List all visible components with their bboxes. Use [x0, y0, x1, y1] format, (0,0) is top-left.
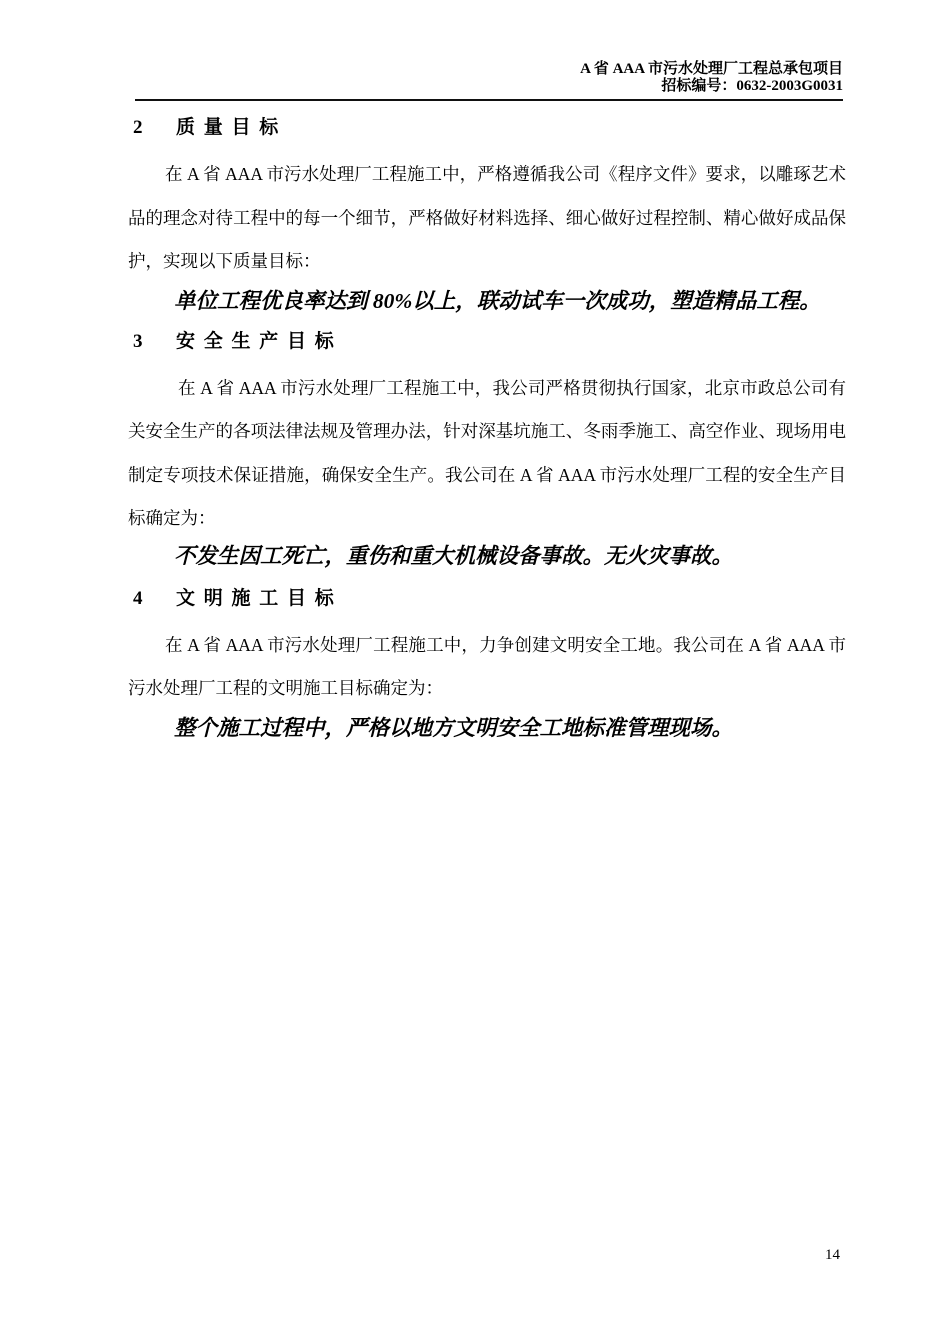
section-number-quality: 2 [133, 117, 144, 138]
section-heading-civilized [128, 587, 846, 610]
page-header [135, 61, 843, 101]
section-heading-safety [128, 330, 846, 353]
section-number-safety: 3 [133, 330, 144, 352]
quality-paragraph: 在 A 省 AAA 市污水处理厂工程施工中，严格遵循我公司《程序文件》要求，以雕琢艺术品的理念对待工程中的每一个细节，严格做好材料选择、细心做好过程控制、精心做好成品保护，实现以下质量目标： [128, 164, 846, 271]
quality-goal-statement: 单位工程优良率达到 80%以上，联动试车一次成功，塑造精品工程。 [174, 288, 821, 313]
safety-goal-statement: 不发生因工死亡，重伤和重大机械设备事故。无火灾事故。 [174, 543, 734, 568]
civilized-paragraph: 在 A 省 AAA 市污水处理厂工程施工中，力争创建文明安全工地。我公司在 A 省 AAA 市污水处理厂工程的文明施工目标确定为： [128, 634, 846, 698]
page-number: 14 [825, 1247, 840, 1263]
header-project-title: A 省 AAA 市污水处理厂工程总承包项目 [580, 61, 843, 77]
safety-paragraph: 在 A 省 AAA 市污水处理厂工程施工中，我公司严格贯彻执行国家，北京市政总公司有关安全生产的各项法律法规及管理办法，针对深基坑施工、冬雨季施工、高空作业、现场用电制定专项技术保证措施，确保安全生产。我公司在 A 省 AAA 市污水处理厂工程的安全生产目标确定为： [128, 377, 846, 528]
section-title-civilized: 文 明 施 工 目 标 [176, 587, 336, 609]
document-body [128, 110, 846, 749]
section-number-civilized: 4 [133, 587, 144, 609]
civilized-goal-statement: 整个施工过程中，严格以地方文明安全工地标准管理现场。 [174, 715, 734, 740]
section-title-quality: 质 量 目 标 [176, 117, 281, 138]
section-title-safety: 安 全 生 产 目 标 [176, 330, 336, 352]
section-heading-quality [128, 116, 846, 139]
header-tender-number: 招标编号：0632-2003G0031 [661, 78, 843, 94]
